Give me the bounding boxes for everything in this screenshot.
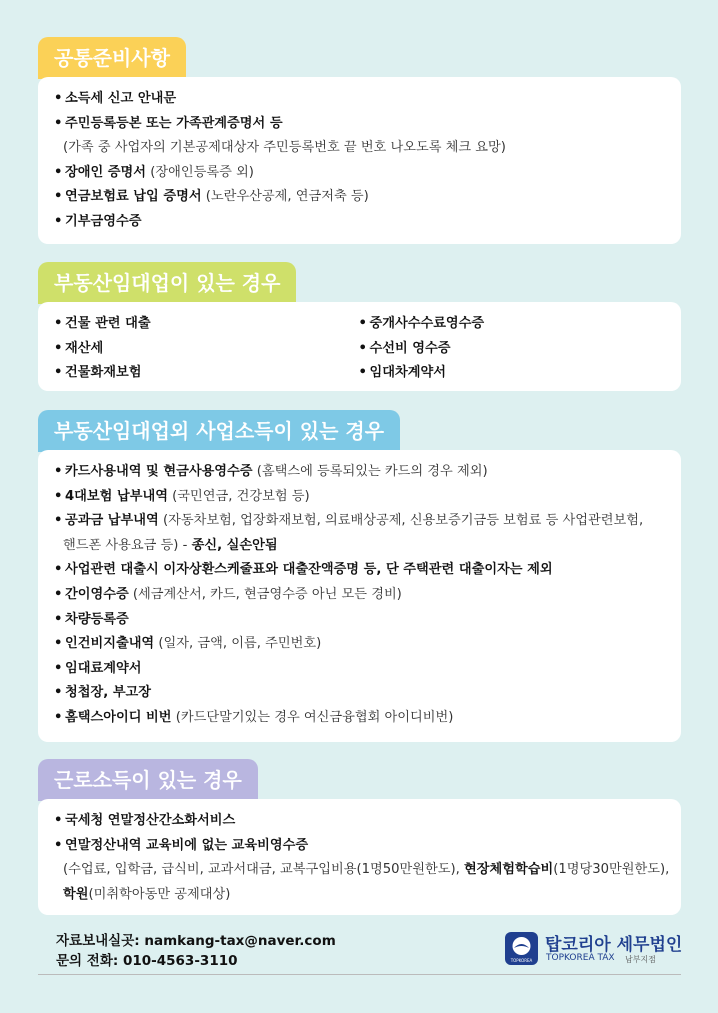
list-item: • 임대차계약서 (358, 365, 446, 381)
phone-line: 문의 전화: 010-4563-3110 (56, 953, 238, 969)
list-item: • 재산세 (54, 340, 104, 356)
list-item: • 간이영수증 (세금계산서, 카드, 현금영수증 아닌 모든 경비) (54, 586, 402, 602)
list-item: • 카드사용내역 및 현금사용영수증 (홈택스에 등록되있는 카드의 경우 제외) (54, 464, 488, 479)
list-item: • 건물화재보험 (54, 365, 142, 381)
section-title: 공통준비사항 (38, 37, 186, 79)
list-item: • 소득세 신고 안내문 (54, 91, 177, 106)
list-item: • 건물 관련 대출 (54, 316, 151, 331)
company-logo (505, 932, 685, 968)
list-item-continuation: 핸드폰 사용요금 등) - 종신, 실손안됨 (63, 537, 278, 553)
list-item: • 연금보험료 납입 증명서 (노란우산공제, 연금저축 등) (54, 189, 369, 205)
list-item: • 국세청 연말정산간소화서비스 (54, 813, 236, 828)
list-item-note: (가족 중 사업자의 기본공제대상자 주민등록번호 끝 번호 나오도록 체크 요망) (63, 140, 506, 156)
logo-name: 탑코리아 세무법인 (545, 935, 683, 955)
section-card (38, 77, 681, 244)
list-item: • 청첩장, 부고장 (54, 685, 152, 701)
list-item-note: (수업료, 입학금, 급식비, 교과서대금, 교복구입비용(1명50만원한도), 현장체험학습비(1명당30만원한도), (63, 862, 670, 878)
list-item: • 임대료계약서 (54, 660, 142, 676)
list-item: • 연말정산내역 교육비에 없는 교육비영수증 (54, 837, 309, 853)
list-item: • 공과금 납부내역 (자동차보험, 업장화재보험, 의료배상공제, 신용보증기금등 보험료 등 사업관련보험, (54, 513, 644, 529)
section-card (38, 799, 681, 915)
list-item: • 인건비지출내역 (일자, 금액, 이름, 주민번호) (54, 636, 322, 652)
section-title: 근로소득이 있는 경우 (38, 759, 258, 801)
section-card (38, 450, 681, 742)
list-item: • 주민등록등본 또는 가족관계증명서 등 (54, 115, 283, 131)
section-title: 부동산임대업외 사업소득이 있는 경우 (38, 410, 400, 452)
list-item: • 4대보험 납부내역 (국민연금, 건강보험 등) (54, 488, 310, 504)
list-item: • 수선비 영수증 (358, 340, 451, 356)
logo-emblem-icon (505, 932, 538, 965)
email-link[interactable]: namkang-tax@naver.com (144, 933, 336, 949)
list-item: • 사업관련 대출시 이자상환스케줄표와 대출잔액증명 등, 단 주택관련 대출이자는 제외 (54, 562, 553, 578)
right-column (359, 312, 664, 386)
list-item: • 기부금영수증 (54, 213, 142, 229)
contact-info (56, 931, 336, 971)
svg-text:TOPKOREA: TOPKOREA (510, 958, 533, 963)
list-item: • 차량등록증 (54, 611, 129, 627)
list-item: • 중개사수수료영수증 (358, 316, 485, 331)
logo-branch: 남부지점 (625, 955, 656, 964)
phone-number[interactable]: 010-4563-3110 (122, 953, 238, 969)
list-item-note: 학원(미취학아동만 공제대상) (63, 886, 231, 902)
left-column (54, 312, 359, 386)
footer-divider (38, 974, 681, 975)
list-item: • 홈택스아이디 비번 (카드단말기있는 경우 여신금융협회 아이디비번) (54, 709, 454, 725)
section-card (38, 302, 681, 391)
section-title: 부동산임대업이 있는 경우 (38, 262, 296, 304)
list-item: • 장애인 증명서 (장애인등록증 외) (54, 164, 254, 180)
logo-english: TOPKOREA TAX (546, 953, 615, 963)
email-line: 자료보내실곳: namkang-tax@naver.com (56, 933, 336, 949)
